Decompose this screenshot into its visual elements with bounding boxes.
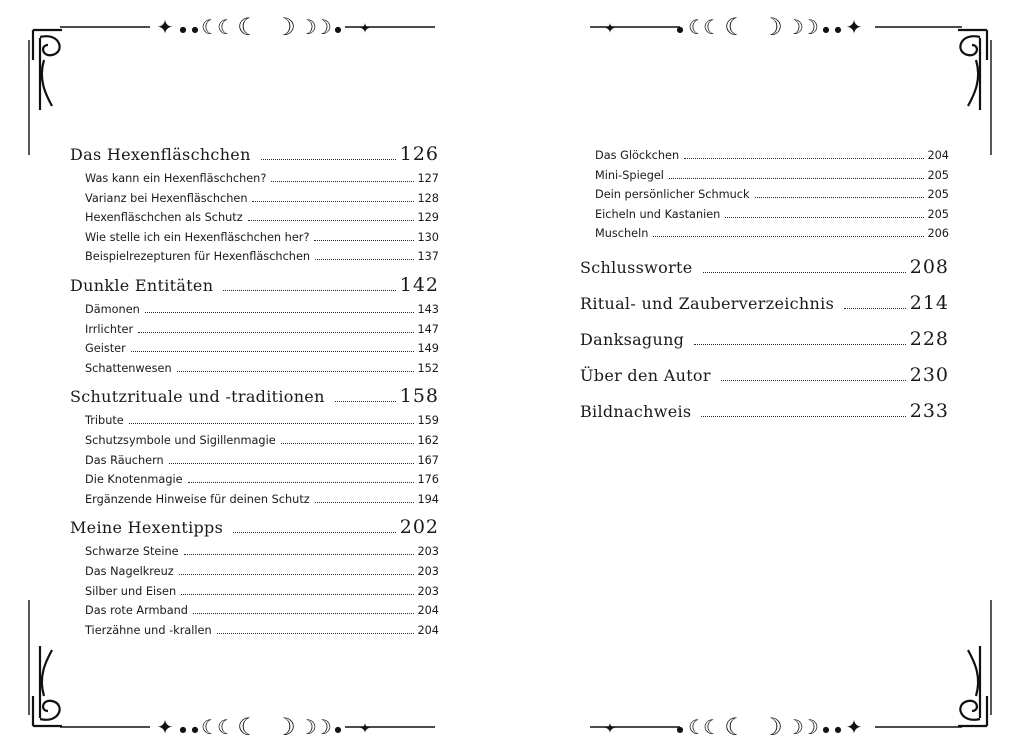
toc-entry-page-number: 194	[417, 492, 439, 506]
toc-entry-page-number: 205	[927, 188, 949, 202]
dot-leader	[315, 502, 415, 503]
chapter-heading-page-number: 233	[909, 399, 949, 422]
chapter-heading-title: Dunkle Entitäten	[70, 275, 214, 295]
toc-right-column	[580, 146, 949, 426]
dot-leader	[223, 290, 395, 291]
dot-leader	[281, 443, 415, 444]
svg-text:●: ●	[191, 725, 199, 734]
svg-text:☾: ☾	[237, 713, 259, 741]
dot-leader	[138, 332, 414, 333]
toc-entry	[85, 247, 439, 267]
dot-leader	[169, 463, 415, 464]
svg-text:☽: ☽	[801, 15, 819, 39]
chapter-heading-page-number: 214	[909, 291, 949, 314]
chapter-heading-page-number: 228	[909, 327, 949, 350]
dot-leader	[188, 482, 415, 483]
toc-entry-page-number: 205	[927, 207, 949, 221]
chapter-heading-title: Schutzrituale und -traditionen	[70, 387, 325, 407]
dot-leader	[248, 220, 415, 221]
dot-leader	[145, 312, 415, 313]
toc-entry-title: Eicheln und Kastanien	[595, 207, 721, 221]
chapter-heading-title: Danksagung	[580, 329, 685, 349]
chapter-heading	[580, 361, 949, 390]
chapter-heading	[580, 289, 949, 318]
svg-text:●: ●	[179, 725, 187, 734]
svg-text:✦: ✦	[604, 21, 616, 37]
svg-text:☾: ☾	[703, 715, 721, 739]
toc-entry	[85, 359, 439, 379]
toc-entry	[595, 224, 949, 244]
toc-entry-page-number: 203	[417, 545, 439, 559]
toc-entry-title: Das Räuchern	[85, 453, 164, 467]
toc-entry	[85, 431, 439, 451]
toc-entry-title: Schutzsymbole und Sigillenmagie	[85, 433, 276, 447]
chapter-heading	[70, 513, 439, 542]
dot-leader	[669, 178, 924, 179]
dot-leader	[217, 633, 415, 634]
toc-entry	[85, 582, 439, 602]
dot-leader	[684, 158, 924, 159]
chapter-heading-page-number: 126	[399, 143, 439, 165]
toc-entry	[595, 205, 949, 225]
svg-text:☽: ☽	[274, 713, 296, 741]
toc-entry-page-number: 127	[417, 172, 439, 185]
toc-entry-title: Muscheln	[595, 227, 649, 241]
dot-leader	[129, 423, 415, 424]
toc-entry-page-number: 176	[417, 473, 439, 487]
chapter-heading	[70, 140, 439, 169]
chapter-heading-title: Meine Hexentipps	[70, 518, 224, 538]
toc-entry-title: Schwarze Steine	[85, 545, 179, 559]
chapter-heading-page-number: 202	[399, 516, 439, 539]
dot-leader	[131, 351, 415, 352]
dot-leader	[755, 197, 925, 198]
svg-text:●: ●	[334, 725, 342, 734]
chapter-heading	[580, 397, 949, 426]
toc-entry-title: Schattenwesen	[85, 361, 172, 375]
toc-entry-page-number: 204	[417, 623, 439, 637]
svg-text:✦: ✦	[604, 721, 616, 737]
toc-entry-page-number: 162	[417, 433, 439, 447]
toc-entry-page-number: 129	[417, 211, 439, 225]
svg-text:●: ●	[822, 725, 830, 734]
toc-entry	[85, 470, 439, 490]
dot-leader	[701, 416, 905, 417]
svg-text:●: ●	[334, 25, 342, 34]
chapter-heading	[580, 325, 949, 354]
toc-entry	[85, 339, 439, 359]
toc-entry-title: Dein persönlicher Schmuck	[595, 188, 750, 202]
toc-entry-page-number: 206	[927, 227, 949, 241]
chapter-heading-page-number: 208	[909, 255, 949, 278]
svg-text:☾: ☾	[724, 713, 746, 741]
chapter-heading-title: Über den Autor	[580, 365, 711, 385]
svg-text:✦: ✦	[156, 715, 174, 739]
toc-entry-page-number: 128	[417, 191, 439, 205]
svg-text:☾: ☾	[724, 13, 746, 41]
toc-entry-title: Das rote Armband	[85, 604, 188, 618]
svg-text:✦: ✦	[359, 21, 371, 37]
dot-leader	[193, 613, 414, 614]
toc-entry-title: Geister	[85, 342, 126, 356]
dot-leader	[653, 236, 924, 237]
svg-text:☽: ☽	[786, 715, 804, 739]
svg-text:●: ●	[822, 25, 830, 34]
toc-entry-page-number: 167	[417, 453, 439, 467]
svg-text:☾: ☾	[217, 715, 235, 739]
toc-entry	[85, 451, 439, 471]
toc-entry-title: Hexenfläschchen als Schutz	[85, 211, 243, 225]
toc-entry-title: Varianz bei Hexenfläschchen	[85, 191, 248, 205]
svg-text:✦: ✦	[845, 15, 863, 39]
toc-entry-page-number: 152	[417, 361, 439, 375]
svg-text:☽: ☽	[801, 715, 819, 739]
toc-entry-title: Was kann ein Hexenfläschchen?	[85, 172, 267, 185]
svg-text:☾: ☾	[703, 15, 721, 39]
svg-text:☾: ☾	[237, 13, 259, 41]
chapter-heading	[580, 253, 949, 282]
toc-entry-title: Dämonen	[85, 302, 140, 316]
dot-leader	[703, 272, 906, 273]
toc-entry-title: Beispielrezepturen für Hexenfläschchen	[85, 250, 311, 264]
toc-entry-page-number: 137	[417, 250, 439, 264]
dot-leader	[844, 308, 906, 309]
svg-text:☽: ☽	[299, 15, 317, 39]
dot-leader	[184, 554, 415, 555]
toc-entry-page-number: 204	[417, 604, 439, 618]
toc-entry-title: Tribute	[85, 414, 124, 428]
toc-entry	[85, 542, 439, 562]
moon-phase-border-icon	[157, 713, 863, 741]
chapter-heading-page-number: 142	[399, 273, 439, 296]
dot-leader	[721, 380, 906, 381]
toc-entry-title: Die Knotenmagie	[85, 473, 183, 487]
svg-text:☾: ☾	[201, 15, 219, 39]
toc-entry-title: Mini-Spiegel	[595, 168, 664, 182]
svg-text:☽: ☽	[274, 13, 296, 41]
chapter-heading-title: Das Hexenfläschchen	[70, 145, 251, 164]
chapter-heading-page-number: 158	[399, 385, 439, 408]
toc-entry	[85, 621, 439, 641]
svg-text:☾: ☾	[201, 715, 219, 739]
toc-entry	[595, 185, 949, 205]
toc-entry-page-number: 205	[927, 168, 949, 182]
svg-text:☽: ☽	[314, 715, 332, 739]
toc-entry-title: Das Nagelkreuz	[85, 564, 174, 578]
chapter-heading	[70, 271, 439, 300]
toc-entry-title: Wie stelle ich ein Hexenfläschchen her?	[85, 230, 310, 244]
dot-leader	[252, 201, 414, 202]
dot-leader	[725, 217, 924, 218]
toc-entry-page-number: 147	[417, 322, 439, 336]
chapter-heading-title: Bildnachweis	[580, 401, 692, 421]
svg-text:☽: ☽	[786, 15, 804, 39]
svg-text:●: ●	[179, 25, 187, 34]
toc-entry-page-number: 203	[417, 584, 439, 598]
toc-entry-page-number: 204	[927, 149, 949, 162]
dot-leader	[694, 344, 906, 345]
chapter-heading-page-number: 230	[909, 363, 949, 386]
svg-text:☽: ☽	[314, 15, 332, 39]
dot-leader	[315, 259, 414, 260]
toc-entry	[85, 300, 439, 320]
svg-text:✦: ✦	[845, 715, 863, 739]
chapter-heading-title: Schlussworte	[580, 257, 693, 277]
chapter-heading-title: Ritual- und Zauberverzeichnis	[580, 293, 835, 313]
toc-entry	[85, 208, 439, 228]
toc-entry	[85, 189, 439, 209]
toc-entry	[85, 562, 439, 582]
svg-text:●: ●	[676, 725, 684, 734]
dot-leader	[179, 574, 415, 575]
toc-entry-page-number: 149	[417, 342, 439, 356]
toc-entry	[595, 146, 949, 166]
moon-phase-border-icon	[157, 13, 863, 41]
toc-entry-page-number: 143	[417, 302, 439, 316]
dot-leader	[261, 159, 396, 160]
toc-entry-title: Silber und Eisen	[85, 584, 177, 598]
toc-entry	[85, 228, 439, 248]
toc-entry	[85, 601, 439, 621]
svg-text:☽: ☽	[761, 13, 783, 41]
svg-text:☾: ☾	[688, 15, 706, 39]
toc-entry-title: Das Glöckchen	[595, 149, 680, 162]
toc-entry-page-number: 130	[417, 230, 439, 244]
svg-text:●: ●	[834, 25, 842, 34]
toc-entry	[85, 411, 439, 431]
svg-text:●: ●	[676, 25, 684, 34]
svg-text:☽: ☽	[299, 715, 317, 739]
dot-leader	[314, 240, 414, 241]
svg-text:☾: ☾	[688, 715, 706, 739]
toc-entry-page-number: 203	[417, 564, 439, 578]
dot-leader	[335, 401, 396, 402]
toc-entry-title: Irrlichter	[85, 322, 134, 336]
svg-text:✦: ✦	[156, 15, 174, 39]
toc-entry-title: Ergänzende Hinweise für deinen Schutz	[85, 492, 310, 506]
svg-text:☾: ☾	[217, 15, 235, 39]
toc-entry	[85, 169, 439, 189]
toc-entry	[595, 166, 949, 186]
toc-entry	[85, 320, 439, 340]
chapter-heading	[70, 382, 439, 411]
toc-entry-title: Tierzähne und -krallen	[85, 623, 212, 637]
toc-entry	[85, 490, 439, 510]
dot-leader	[177, 371, 415, 372]
svg-text:☽: ☽	[761, 713, 783, 741]
svg-text:●: ●	[834, 725, 842, 734]
dot-leader	[233, 532, 396, 533]
toc-entry-page-number: 159	[417, 414, 439, 428]
svg-text:●: ●	[191, 25, 199, 34]
dot-leader	[271, 181, 414, 182]
svg-text:✦: ✦	[359, 721, 371, 737]
toc-left-column	[70, 140, 439, 640]
dot-leader	[181, 594, 414, 595]
